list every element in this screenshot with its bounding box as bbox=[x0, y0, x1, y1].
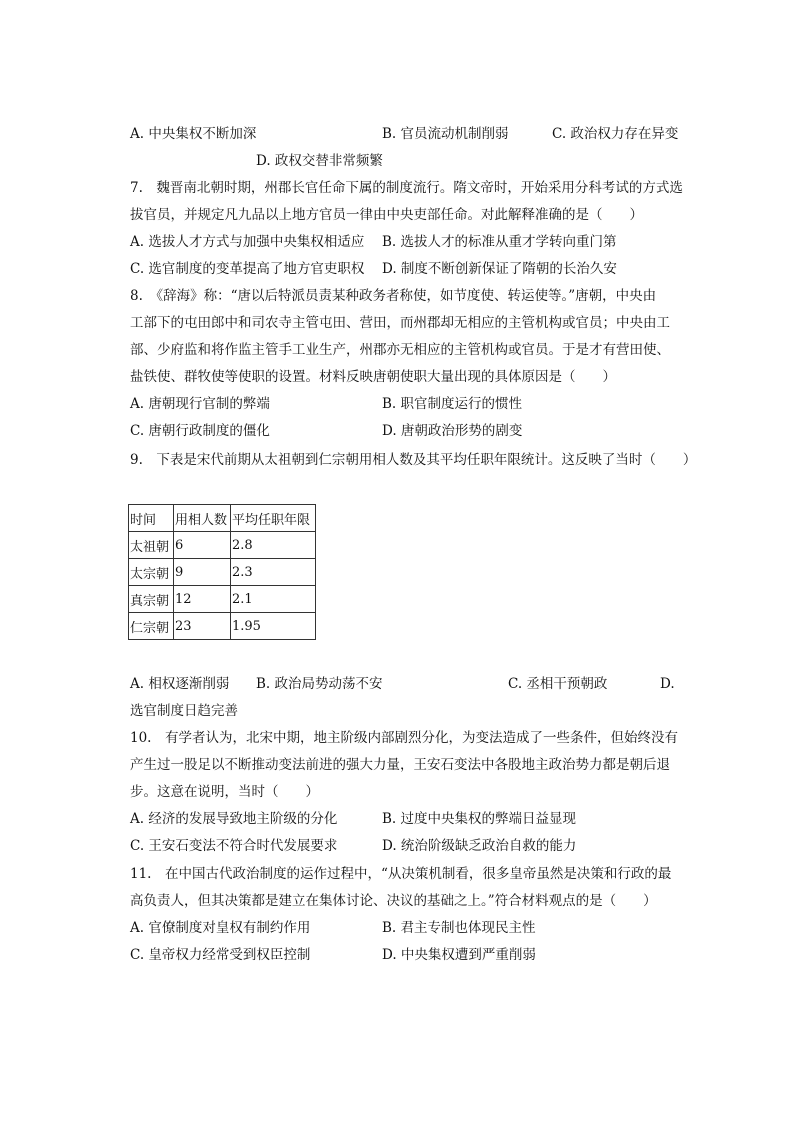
q7-option-d: D. 制度不断创新保证了隋朝的长治久安 bbox=[382, 261, 617, 277]
q11-option-b: B. 君主专制也体现民主性 bbox=[382, 920, 536, 936]
table-cell: 6 bbox=[174, 532, 231, 559]
q8-stem-line1: 8. 《辞海》称：“唐以后特派员责某种政务者称使，如节度使、转运使等。”唐朝，中央由 bbox=[130, 288, 657, 304]
table-cell: 2.8 bbox=[231, 532, 316, 559]
q10-stem-line3: 步。这意在说明，当时（ ） bbox=[130, 784, 319, 800]
q9-stem-line1: 9. 下表是宋代前期从太祖朝到仁宗朝用相人数及其平均任职年限统计。这反映了当时（ ） bbox=[130, 452, 697, 468]
q6-option-d: D. 政权交替非常频繁 bbox=[256, 153, 383, 169]
q8-option-b: B. 职官制度运行的惯性 bbox=[382, 396, 523, 412]
q6-option-c: C. 政治权力存在异变 bbox=[552, 126, 679, 142]
table-cell: 太宗朝 bbox=[129, 559, 174, 586]
q10-option-a: A. 经济的发展导致地主阶级的分化 bbox=[130, 811, 338, 827]
table-cell: 9 bbox=[174, 559, 231, 586]
table-cell: 仁宗朝 bbox=[129, 613, 174, 640]
table-cell: 2.1 bbox=[231, 586, 316, 613]
q6-option-a: A. 中央集权不断加深 bbox=[130, 126, 257, 142]
q7-stem-line1: 7. 魏晋南北朝时期，州郡长官任命下属的制度流行。隋文帝时，开始采用分科考试的方式选 bbox=[130, 180, 683, 196]
q9-option-b: B. 政治局势动荡不安 bbox=[256, 676, 383, 692]
q8-option-a: A. 唐朝现行官制的弊端 bbox=[130, 396, 270, 412]
q11-option-a: A. 官僚制度对皇权有制约作用 bbox=[130, 920, 311, 936]
q10-option-c: C. 王安石变法不符合时代发展要求 bbox=[130, 838, 338, 854]
q9-option-c: C. 丞相干预朝政 bbox=[508, 676, 608, 692]
table-header-cell: 用相人数 bbox=[174, 505, 231, 532]
q10-option-d: D. 统治阶级缺乏政治自救的能力 bbox=[382, 838, 577, 854]
table-cell: 太祖朝 bbox=[129, 532, 174, 559]
q11-stem-line1: 11. 在中国古代政治制度的运作过程中，“从决策机制看，很多皇帝虽然是决策和行政的最 bbox=[130, 866, 672, 882]
table-cell: 12 bbox=[174, 586, 231, 613]
q7-option-a: A. 选拔人才方式与加强中央集权相适应 bbox=[130, 234, 365, 250]
table-cell: 真宗朝 bbox=[129, 586, 174, 613]
table-row bbox=[129, 586, 316, 613]
q9-option-d-label: D. bbox=[660, 676, 675, 692]
q7-option-c: C. 选官制度的变革提高了地方官吏职权 bbox=[130, 261, 365, 277]
q11-stem-line2: 高负责人，但其决策都是建立在集体讨论、决议的基础之上。”符合材料观点的是（ ） bbox=[130, 893, 657, 909]
table-header-cell: 时间 bbox=[129, 505, 174, 532]
q8-stem-line4: 盐铁使、群牧使等使职的设置。材料反映唐朝使职大量出现的具体原因是（ ） bbox=[130, 369, 616, 385]
table-cell: 2.3 bbox=[231, 559, 316, 586]
q8-stem-line3: 部、少府监和将作监主管手工业生产，州郡亦无相应的主管机构或官员。于是才有营田使、 bbox=[130, 342, 670, 358]
q9-option-a: A. 相权逐渐削弱 bbox=[130, 676, 230, 692]
q11-option-c: C. 皇帝权力经常受到权臣控制 bbox=[130, 947, 311, 963]
table-header-cell: 平均任职年限 bbox=[231, 505, 316, 532]
table-row bbox=[129, 613, 316, 640]
table-header-row bbox=[129, 505, 316, 532]
q10-stem-line2: 产生过一股足以不断推动变法前进的强大力量，王安石变法中各股地主政治势力都是朝后退 bbox=[130, 757, 670, 773]
q10-stem-line1: 10. 有学者认为，北宋中期，地主阶级内部剧烈分化，为变法造成了一些条件，但始终没有 bbox=[130, 730, 678, 746]
q6-option-b: B. 官员流动机制削弱 bbox=[382, 126, 509, 142]
prime-minister-table bbox=[128, 504, 316, 640]
table-cell: 1.95 bbox=[231, 613, 316, 640]
q7-stem-line2: 拔官员，并规定凡九品以上地方官员一律由中央吏部任命。对此解释准确的是（ ） bbox=[130, 207, 643, 223]
q11-option-d: D. 中央集权遭到严重削弱 bbox=[382, 947, 536, 963]
q8-option-c: C. 唐朝行政制度的僵化 bbox=[130, 423, 270, 439]
q7-option-b: B. 选拔人才的标准从重才学转向重门第 bbox=[382, 234, 617, 250]
table-row bbox=[129, 532, 316, 559]
q8-stem-line2: 工部下的屯田郎中和司农寺主管屯田、营田，而州郡却无相应的主管机构或官员；中央由工 bbox=[130, 315, 670, 331]
q9-option-d-text: 选官制度日趋完善 bbox=[130, 703, 238, 719]
table-row bbox=[129, 559, 316, 586]
table-cell: 23 bbox=[174, 613, 231, 640]
q10-option-b: B. 过度中央集权的弊端日益显现 bbox=[382, 811, 577, 827]
q8-option-d: D. 唐朝政治形势的剧变 bbox=[382, 423, 523, 439]
